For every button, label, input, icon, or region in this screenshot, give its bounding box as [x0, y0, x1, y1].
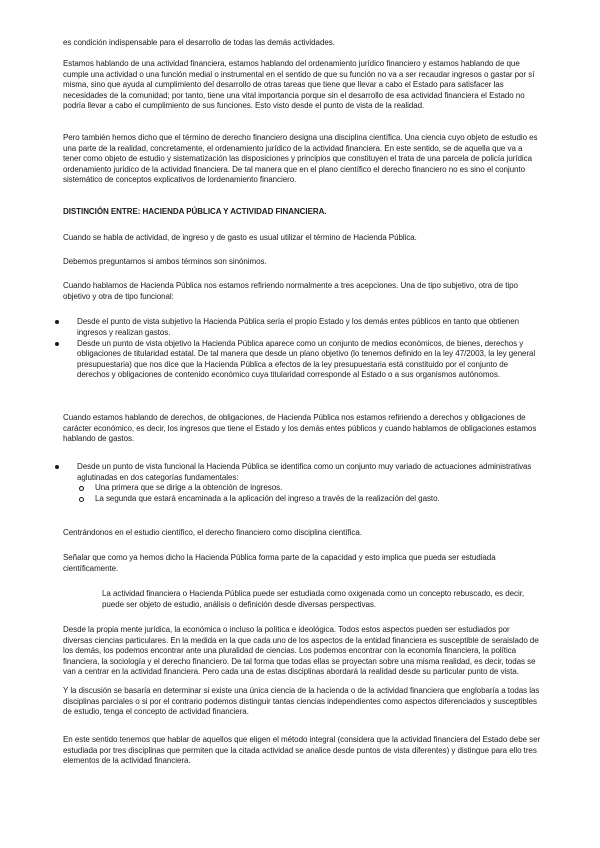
paragraph-capacidad: Señalar que como ya hemos dicho la Hacienda Pública forma parte de la capacidad y esto implica que pueda ser estudiada científicamente. [63, 553, 496, 573]
section-heading: DISTINCIÓN ENTRE: HACIENDA PÚBLICA Y ACTIVIDAD FINANCIERA. [63, 207, 327, 216]
bullet-icon [55, 342, 59, 346]
paragraph-perspectivas: Desde la propia mente jurídica, la económica o incluso la política e ideológica. Todos estos aspectos pueden ser estudiados por diversas ciencias particulares. En la medida en la que cada uno de los aspectos de la entidad financiera es susceptible de seraislado de los demás, los podemos encontrar ante una pluralidad de ciencias. Los podemos encontrar con la economía financiera, la política financiera, la sociología y el derecho financiero. De tal forma que todas ellas se proyectan sobre una misma realidad, es decir, todas se van a centrar en la actividad financiera. Pero cada una de estas disciplinas abordará la realidad desde su particular punto de vista. [63, 625, 539, 677]
list-item-text: Desde un punto de vista funcional la Hacienda Pública se identifica como un conjunto muy variado de actuaciones administrativas aglutinadas en dos categorías fundamentales: [77, 462, 532, 482]
paragraph-estudio-cientifico: Centrándonos en el estudio científico, el derecho financiero como disciplina científica. [63, 528, 362, 537]
sub-list-item-text: Una primera que se dirige a la obtención de ingresos. [95, 483, 283, 493]
bullet-icon [55, 465, 59, 469]
paragraph-discusion: Y la discusión se basaría en determinar si existe una única ciencia de la hacienda o de la actividad financiera que englobaría a todas las disciplinas parciales o si por el contrario podemos distinguir tantas ciencias independientes como aspectos diferenciados y susceptibles de estudio, tenga el concepto de actividad financiera. [63, 686, 540, 717]
indented-quote: La actividad financiera o Hacienda Pública puede ser estudiada como oxigenada como un concepto rebuscado, es decir, puede ser objeto de estudio, análisis o definición desde diversas perspectivas. [102, 589, 525, 609]
list-item-text: Desde un punto de vista objetivo la Hacienda Pública aparece como un conjunto de medios económicos, de bienes, derechos y obligaciones de titularidad estatal. De tal manera que desde un plano objetivo (lo tenemos definido en la ley 47/2003, la ley general presupuestaria) que nos dice que la Hacienda Pública a efectos de la ley presupuestaria está constituido por el conjunto de derechos y obligaciones de contenido económico cuya titularidad corresponde al Estado o a sus organismos autónomos. [77, 338, 536, 380]
sub-list-item [77, 483, 541, 494]
list-item [63, 317, 541, 338]
sub-list-item-text: La segunda que estará encaminada a la aplicación del ingreso a través de la realización del gasto. [95, 494, 440, 504]
paragraph-sinonimos: Debemos preguntarnos si ambos términos son sinónimos. [63, 257, 267, 266]
bullet-icon [55, 320, 59, 324]
sub-list [77, 483, 541, 505]
paragraph-acepciones: Cuando hablamos de Hacienda Pública nos estamos refiriendo normalmente a tres acepciones. Una de tipo subjetivo, otra de tipo objetivo y otra de tipo funcional: [63, 281, 518, 301]
paragraph-disciplina-cientifica: Pero también hemos dicho que el término de derecho financiero designa una disciplina científica. Una ciencia cuyo objeto de estudio es una parte de la realidad, concretamente, el ordenamiento jurídico de la actividad financiera. En este sentido, se de aquella que va a tener como objeto de estudio y sistematización las disposiciones y principios que constituyen el trata de una parcela de policía jurídica ordenamiento jurídico de la actividad financiera. De tal manera que en el plano científico el derecho financiero no es sino el conjunto sistemático de conceptos explicativos de lordenamiento financiero. [63, 133, 538, 185]
bullet-list-funcional [63, 462, 541, 505]
circle-bullet-icon [79, 486, 84, 491]
list-item [63, 462, 541, 505]
sub-list-item [77, 494, 541, 505]
paragraph-metodo-integral: En este sentido tenemos que hablar de aquellos que eligen el método integral (considera que la actividad financiera del Estado debe ser estudiada por tres disciplinas que permiten que la citada actividad se analice desde puntos de vista diferentes) y distingue para ello tres elementos de la actividad financiera. [63, 735, 541, 766]
circle-bullet-icon [79, 497, 84, 502]
list-item [63, 339, 541, 381]
paragraph-hacienda-publica: Cuando se habla de actividad, de ingreso y de gasto es usual utilizar el término de Hacienda Pública. [63, 233, 417, 242]
list-item-text: Desde el punto de vista subjetivo la Hacienda Pública sería el propio Estado y los demás entes públicos en tanto que obtienen ingresos y realizan gastos. [77, 317, 520, 337]
bullet-list-acepciones [63, 317, 541, 382]
paragraph-actividad-financiera: Estamos hablando de una actividad financiera, estamos hablando del ordenamiento jurídico financiero y estamos hablando de que cumple una actividad o una función medial o instrumental en el sentido de que su función no va a ser recaudar ingresos o gastar por sí misma, sino que ayuda al cumplimiento del desarrollo de otras tareas que tiene que llevar a cabo el Estado para satisfacer las necesidades de la comunidad; por tanto, tiene una vital importancia porque sin el desarrollo de esa actividad financiera el Estado no podría llevar a cabo el cumplimiento de sus funciones. Esto visto desde el punto de vista de la realidad. [63, 59, 535, 111]
paragraph-continuation: es condición indispensable para el desarrollo de todas las demás actividades. [63, 38, 335, 47]
paragraph-derechos-obligaciones: Cuando estamos hablando de derechos, de obligaciones, de Hacienda Pública nos estamos refiriendo a derechos y obligaciones de carácter económico, es decir, los ingresos que tiene el Estado y los demás entes públicos y cuando hablamos de obligaciones estamos hablando de gastos. [63, 413, 537, 444]
